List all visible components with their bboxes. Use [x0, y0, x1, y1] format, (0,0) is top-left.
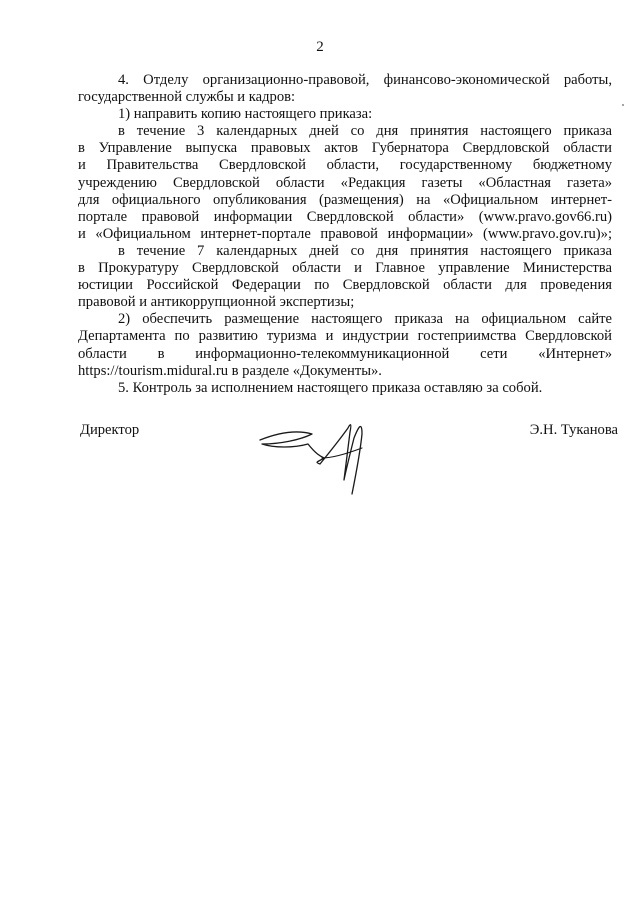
signatory-name: Э.Н. Туканова — [529, 422, 618, 438]
text-line: правовой и антикоррупционной экспертизы; — [78, 294, 355, 311]
text-line: 2) обеспечить размещение настоящего приказа на официальном сайте — [118, 311, 612, 328]
text-line: Департамента по развитию туризма и индустрии гостеприимства Свердловской — [78, 328, 612, 345]
handwritten-signature — [250, 414, 390, 504]
scan-speck — [622, 104, 624, 106]
document-body — [78, 72, 612, 397]
text-line: в течение 7 календарных дней со дня принятия настоящего приказа — [118, 242, 612, 259]
text-line: области в информационно-телекоммуникационной сети «Интернет» — [78, 345, 612, 362]
text-line: в Управление выпуска правовых актов Губернатора Свердловской области — [78, 140, 612, 157]
text-line: в Прокуратуру Свердловской области и Главное управление Министерства — [78, 260, 612, 277]
text-line: https://tourism.midural.ru в разделе «Документы». — [78, 362, 382, 379]
signature-block — [0, 422, 640, 522]
text-line: портале правовой информации Свердловской области» (www.pravo.gov66.ru) — [78, 208, 612, 225]
text-line: и «Официальном интернет-портале правовой информации» (www.pravo.gov.ru)»; — [78, 225, 612, 242]
text-line: и Правительства Свердловской области, государственному бюджетному — [78, 157, 612, 174]
page-number: 2 — [316, 39, 324, 55]
text-line: для официального опубликования (размещения) на «Официальном интернет- — [78, 191, 612, 208]
text-line: юстиции Российской Федерации по Свердловской области для проведения — [78, 277, 612, 294]
text-line: 5. Контроль за исполнением настоящего приказа оставляю за собой. — [118, 379, 543, 396]
text-line: государственной службы и кадров: — [78, 89, 296, 106]
text-line: 4. Отделу организационно-правовой, финансово-экономической работы, — [118, 72, 612, 88]
text-line: 1) направить копию настоящего приказа: — [118, 106, 373, 123]
signatory-title: Директор — [80, 422, 140, 438]
text-line: учреждению Свердловской области «Редакция газеты «Областная газета» — [78, 174, 612, 191]
text-line: в течение 3 календарных дней со дня принятия настоящего приказа — [118, 123, 612, 140]
